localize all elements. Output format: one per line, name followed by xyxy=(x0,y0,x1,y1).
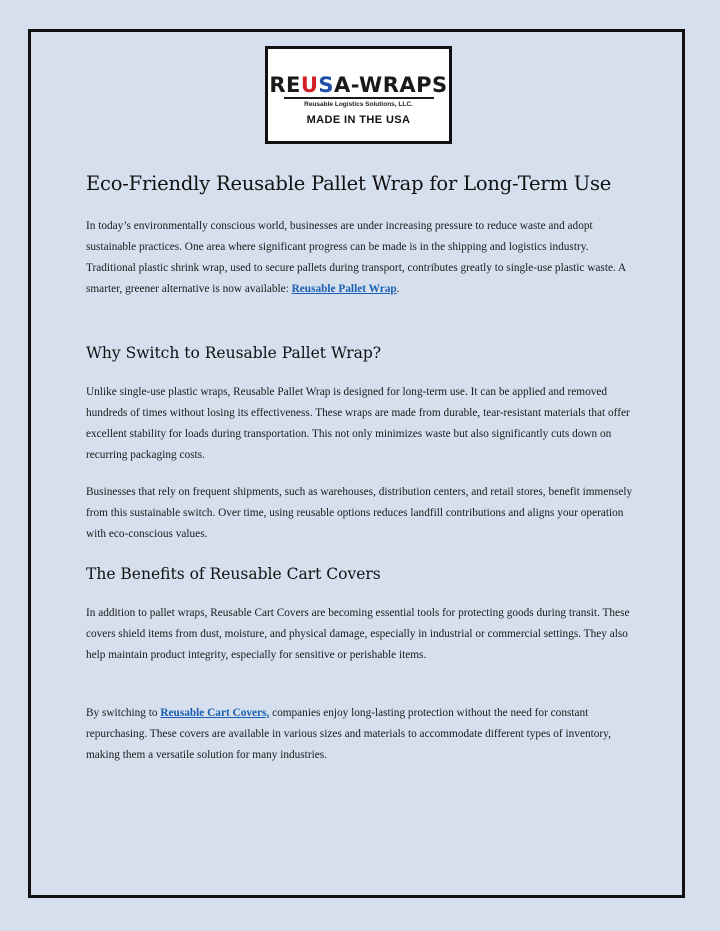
section1-paragraph-1: Unlike single-use plastic wraps, Reusable Pallet Wrap is designed for long-term use. It can be applied and removed hundreds of times without losing its effectiveness. These wraps are made from durable, tear-resistant materials that offer excellent stability for loads during transportation. This not only minimizes waste but also significantly cuts down on recurring packaging costs. xyxy=(86,386,630,461)
company-logo xyxy=(265,46,452,144)
section1-paragraph-2: Businesses that rely on frequent shipments, such as warehouses, distribution centers, and retail stores, benefit immensely from this sustainable switch. Over time, using reusable options reduces landfill contributions and aligns your operation with eco-conscious values. xyxy=(86,486,633,540)
reusable-pallet-wrap-link[interactable]: Reusable Pallet Wrap xyxy=(291,283,397,295)
logo-subtitle: Reusable Logistics Solutions, LLC. xyxy=(304,101,413,108)
section-heading-why-switch: Why Switch to Reusable Pallet Wrap? xyxy=(86,344,382,362)
logo-divider xyxy=(284,97,434,99)
section2-paragraph-1: In addition to pallet wraps, Reusable Cart Covers are becoming essential tools for protecting goods during transit. These covers shield items from dust, moisture, and physical damage, especially in industrial or commercial settings. They also help maintain product integrity, especially for sensitive or perishable items. xyxy=(86,607,630,661)
logo-tagline: MADE IN THE USA xyxy=(306,114,411,126)
page-title: Eco-Friendly Reusable Pallet Wrap for Long-Term Use xyxy=(86,172,612,195)
reusable-cart-covers-link[interactable]: Reusable Cart Covers, xyxy=(160,707,270,719)
section2-paragraph-2: By switching to Reusable Cart Covers, companies enjoy long-lasting protection without the need for constant repurchasing. These covers are available in various sizes and materials to accommodate different types of inventory, making them a versatile solution for many industries. xyxy=(86,707,611,761)
intro-paragraph: In today’s environmentally conscious world, businesses are under increasing pressure to reduce waste and adopt sustainable practices. One area where significant progress can be made is in the shipping and logistics industry. Traditional plastic shrink wrap, used to secure pallets during transport, contributes greatly to single-use plastic waste. A smarter, greener alternative is now available: Reusable Pallet Wrap. xyxy=(86,220,626,295)
logo-brand-name: REUSA-WRAPS xyxy=(269,73,448,97)
section-heading-cart-covers: The Benefits of Reusable Cart Covers xyxy=(86,565,381,583)
